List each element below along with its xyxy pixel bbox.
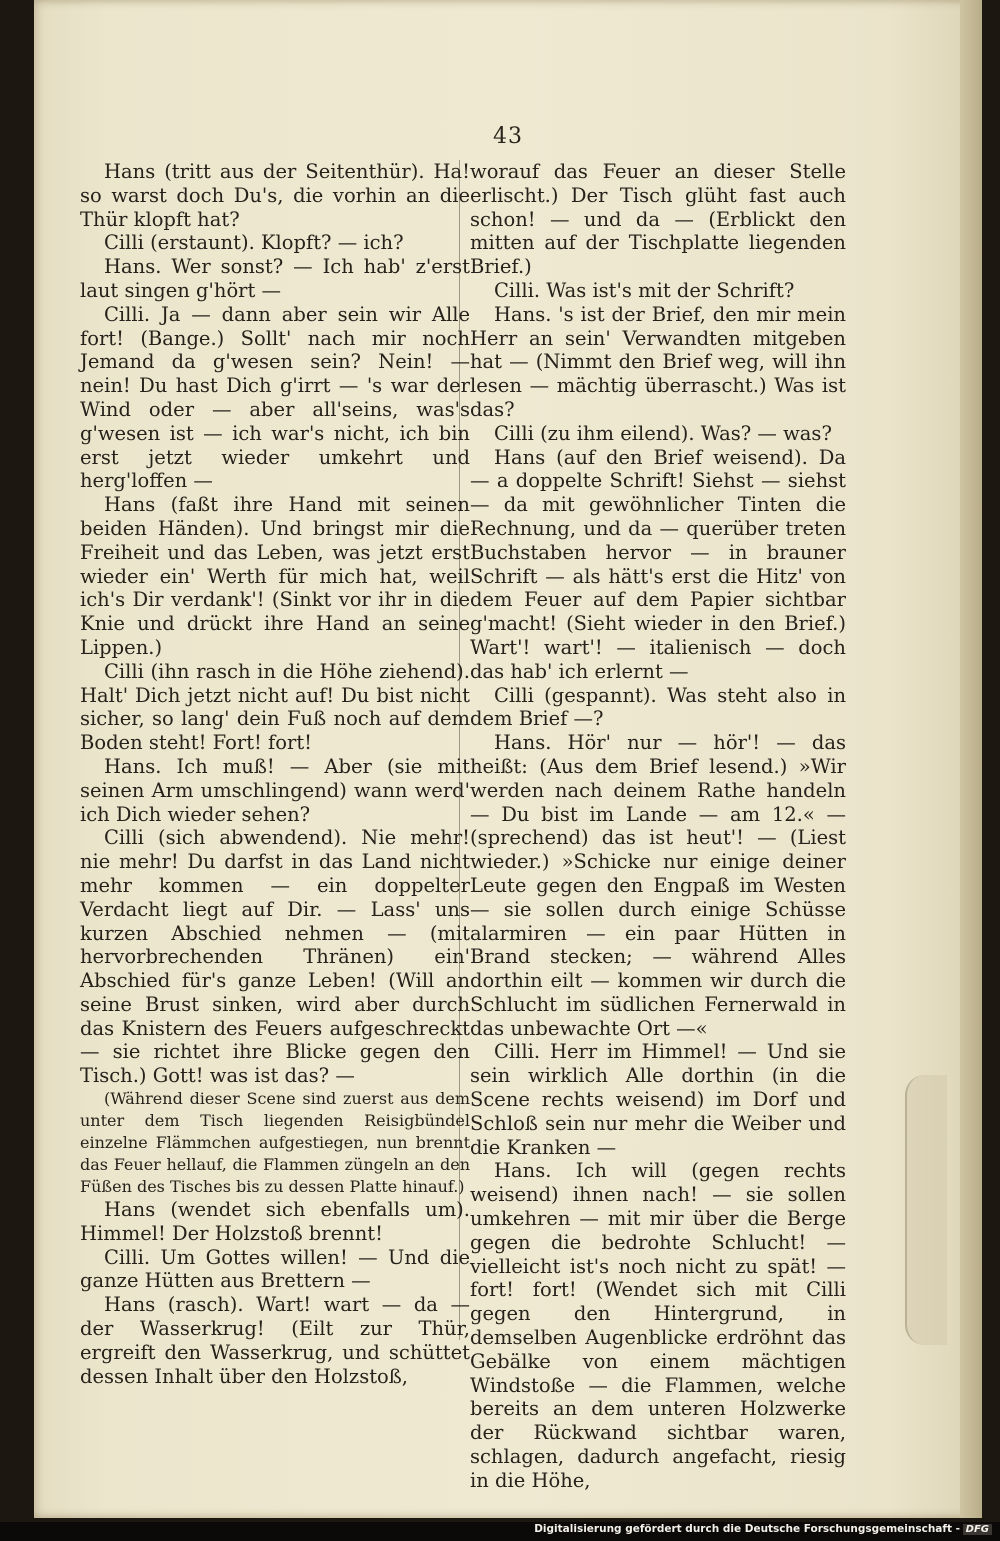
page-edge bbox=[960, 0, 982, 1518]
paragraph: Cilli. Herr im Himmel! — Und sie sein wirklich Alle dorthin (in die Scene rechts weisend) im Dorf und Schloß sein nur mehr die Weiber und die Kranken — bbox=[470, 1040, 846, 1159]
paragraph: Hans (rasch). Wart! wart — da — der Wasserkrug! (Eilt zur Thür, ergreift den Wasserkrug, und schüttet dessen Inhalt über den Holzstoß, bbox=[80, 1293, 470, 1388]
book-page bbox=[34, 0, 982, 1518]
paragraph: Hans. Hör' nur — hör'! — das heißt: (Aus dem Brief lesend.) »Wir werden nach deinem Rathe handeln — Du bist im Lande — am 12.« — (sprechend) das ist heut'! — (Liest wieder.) »Schicke nur einige deiner Leute gegen den Engpaß im Westen — sie sollen durch einige Schüsse alarmiren — ein paar Hütten in Brand stecken; — während Alles dorthin eilt — kommen wir durch die Schlucht im südlichen Fernerwald in das unbewachte Ort —« bbox=[470, 731, 846, 1040]
left-column bbox=[80, 160, 470, 1388]
paragraph: Hans. Wer sonst? — Ich hab' z'erst laut singen g'hört — bbox=[80, 255, 470, 302]
stage-direction: (Während dieser Scene sind zuerst aus dem unter dem Tisch liegenden Reisigbündel einzelne Flämmchen aufgestiegen, nun brennt das Feuer hellauf, die Flammen züngeln an den Füßen des Tisches bis zu dessen Platte hinauf.) bbox=[80, 1089, 470, 1197]
paragraph: Cilli (erstaunt). Klopft? — ich? bbox=[104, 231, 404, 255]
paragraph: Cilli (ihn rasch in die Höhe ziehend). Halt' Dich jetzt nicht auf! Du bist nicht sicher, so lang' dein Fuß noch auf dem Boden steht! Fort! fort! bbox=[80, 659, 470, 755]
page-number: 43 bbox=[493, 124, 523, 149]
paragraph: Hans. Ich muß! — Aber (sie mit seinen Arm umschlingend) wann werd' ich Dich wieder sehen? bbox=[80, 754, 470, 826]
paragraph: Hans (auf den Brief weisend). Da — a doppelte Schrift! Siehst — siehst — da mit gewöhnlicher Tinten die Rechnung, und da — querüber treten Buchstaben hervor — in brauner Schrift — als hätt's erst die Hitz' von dem Feuer auf dem Papier sichtbar g'macht! (Sieht wieder in den Brief.) Wart'! wart'! — italienisch — doch das hab' ich erlernt — bbox=[470, 445, 846, 683]
paragraph: worauf das Feuer an dieser Stelle erlischt.) Der Tisch glüht fast auch schon! — und da — (Erblickt den mitten auf der Tischplatte liegenden Brief.) bbox=[470, 160, 846, 279]
dfg-logo: DFG bbox=[963, 1524, 992, 1535]
paragraph: Cilli. Ja — dann aber sein wir Alle fort! (Bange.) Sollt' nach mir noch Jemand da g'wesen sein? Nein! — nein! Du hast Dich g'irrt — 's war der Wind oder — aber all'seins, was's g'wesen ist — ich war's nicht, ich bin erst jetzt wieder umkehrt und herg'loffen — bbox=[80, 302, 470, 493]
paragraph: Hans (tritt aus der Seitenthür). Ha! so warst doch Du's, die vorhin an die Thür klopft hat? bbox=[80, 160, 470, 231]
footer-credit: Digitalisierung gefördert durch die Deutsche Forschungsgemeinschaft - bbox=[534, 1523, 960, 1535]
paragraph: Cilli (gespannt). Was steht also in dem Brief —? bbox=[470, 683, 846, 731]
paragraph: Cilli (zu ihm eilend). Was? — was? bbox=[494, 421, 832, 445]
paragraph: Cilli. Was ist's mit der Schrift? bbox=[494, 278, 795, 302]
paragraph: Cilli (sich abwendend). Nie mehr! nie mehr! Du darfst in das Land nicht mehr kommen — ein doppelter Verdacht liegt auf Dir. — Lass' uns kurzen Abschied nehmen — (mit hervorbrechenden Thränen) ein' Abschied für's ganze Leben! (Will an seine Brust sinken, wird aber durch das Knistern des Feuers aufgeschreckt — sie richtet ihre Blicke gegen den Tisch.) Gott! was ist das? — bbox=[80, 826, 470, 1088]
paragraph: Hans. 's ist der Brief, den mir mein Herr an sein' Verwandten mitgeben hat — (Nimmt den Brief weg, will ihn lesen — mächtig überrascht.) Was ist das? bbox=[470, 302, 846, 421]
paragraph: Hans (wendet sich ebenfalls um). Himmel! Der Holzstoß brennt! bbox=[80, 1198, 470, 1245]
paragraph: Hans (faßt ihre Hand mit seinen beiden Händen). Und bringst mir die Freiheit und das Leben, was jetzt erst wieder ein' Werth für mich hat, weil ich's Dir verdank'! (Sinkt vor ihr in die Knie und drückt ihre Hand an seine Lippen.) bbox=[80, 493, 470, 659]
right-column bbox=[470, 160, 846, 1493]
paragraph: Hans. Ich will (gegen rechts weisend) ihnen nach! — sie sollen umkehren — mit mir über die Berge gegen die bedrohte Schlucht! — vielleicht ist's noch nicht zu spät! — fort! fort! (Wendet sich mit Cilli gegen den Hintergrund, in demselben Augenblicke erdröhnt das Gebälke von einem mächtigen Windstoße — die Flammen, welche bereits an dem unteren Holzwerke der Rückwand sichtbar waren, schlagen, dadurch angefacht, riesig in die Höhe, bbox=[470, 1159, 846, 1492]
paragraph: Cilli. Um Gottes willen! — Und die ganze Hütten aus Brettern — bbox=[80, 1245, 470, 1293]
page-tab bbox=[905, 1075, 947, 1345]
